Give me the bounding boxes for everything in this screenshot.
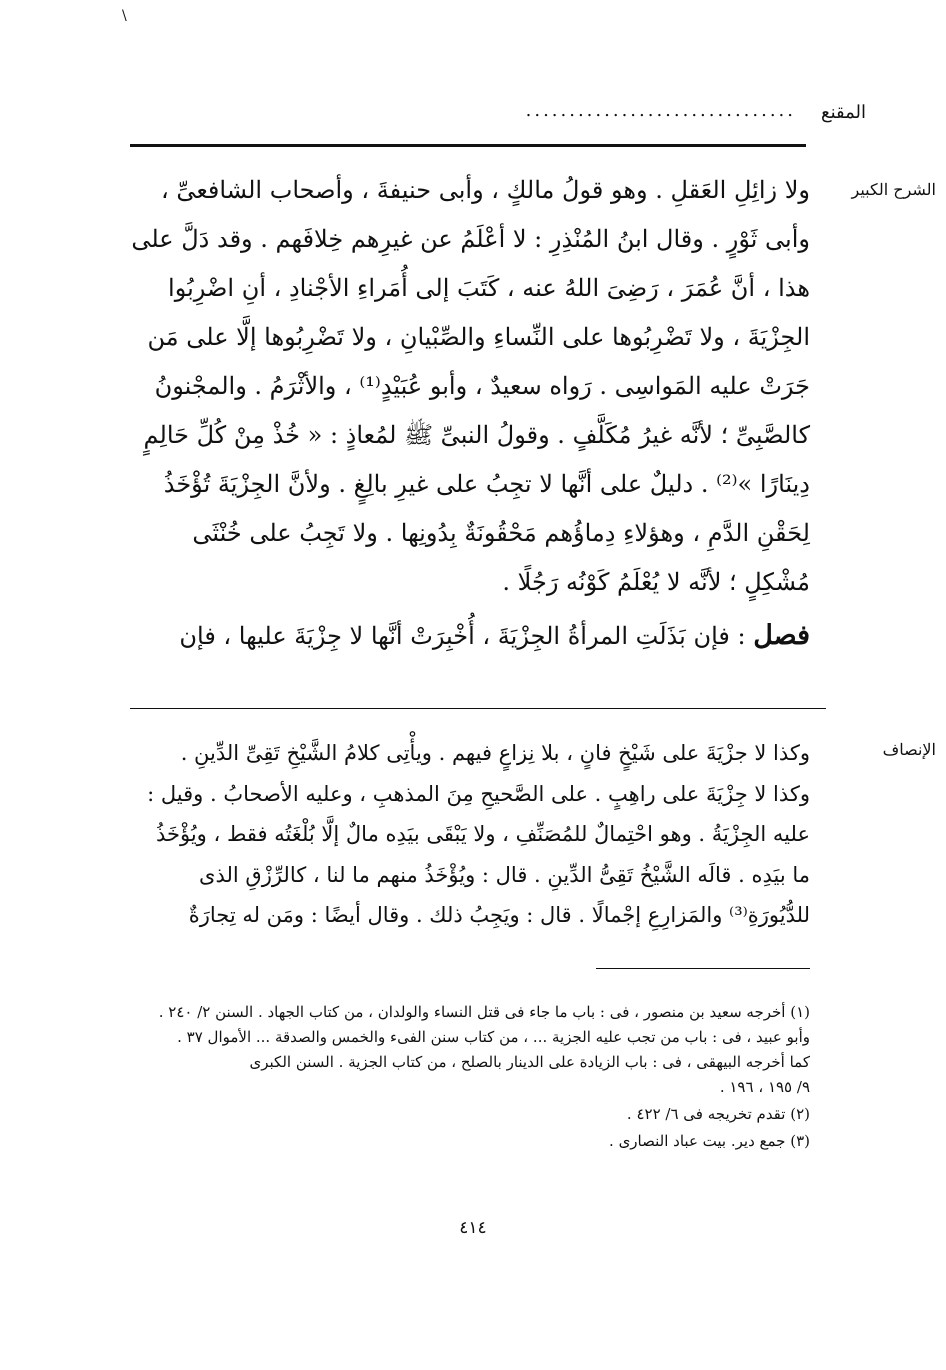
header-title: المقنع <box>820 102 866 123</box>
footnote-line: كما أخرجه البيهقى ، فى : باب الزيادة على الدينار بالصلح ، من كتاب الجزية . السنن الكبرى <box>249 1053 810 1071</box>
footnote-line: (٣) جمع دير. بيت عباد النصارى . <box>609 1132 810 1150</box>
insaf-line: عليه الجِزْيَةُ . وهو احْتِمالٌ للمُصَنِّفِ ، ولا يَبْقَى بيَدِه مالٌ إلَّا بُلْغَتُه فقط ، ويُؤْخَذُ <box>155 822 810 846</box>
sharh-line: مُشْكِلٍ ؛ لأنَّه لا يُعْلَمُ كَوْنُه رَجُلًا . <box>502 568 810 596</box>
fasl-heading: فصل <box>753 620 810 651</box>
sharh-line: هذا ، أنَّ عُمَرَ ، رَضِىَ اللهُ عنه ، كَتَبَ إلى أُمَراءِ الأجْنادِ ، أنِ اضْرِبُوا <box>168 274 810 302</box>
footnote-line: وأبو عبيد ، فى : باب من تجب عليه الجزية ... ، من كتاب سنن الفىء والخمس والصدقة ... الأموال ٣٧ . <box>177 1028 810 1046</box>
section-divider <box>130 708 826 709</box>
corner-mark: \ <box>122 8 127 24</box>
fasl-line <box>130 611 810 661</box>
footnote-line: (١) أخرجه سعيد بن منصور ، فى : باب ما جاء فى قتل النساء والولدان ، من كتاب الجهاد . السنن ٢/ ٢٤٠ . <box>158 1003 810 1021</box>
sharh-line: لِحَقْنِ الدَّمِ ، وهؤلاءِ دِماؤُهم مَحْقُونَةٌ بِدُونِها . ولا تَجِبُ على خُنْثَى <box>192 519 810 547</box>
insaf-margin-label: الإنصاف <box>882 740 936 759</box>
insaf-line: وكذا لا جزْيَةَ على شَيْخٍ فانٍ ، بلا نِزاعٍ فيهم . ويأْتِى كلامُ الشَّيْخِ تَقِىِّ الدِّينِ . <box>180 741 810 765</box>
page-number: ٤١٤ <box>459 1218 487 1238</box>
insaf-line: للدُّيُورَةِ⁽³⁾ والمَزارِعِ إجْمالًا . قال : ويَجِبُ ذلك . وقال أيضًا : ومَن له تِجارَةٌ <box>188 903 810 927</box>
insaf-text <box>130 733 810 936</box>
footnotes <box>128 1000 810 1154</box>
sharh-line: كالصَّبِىِّ ؛ لأنَّه غيرُ مُكَلَّفٍ . وقولُ النبىِّ ﷺ لمُعاذٍ : « خُذْ مِنْ كُلِّ حَالِمٍ <box>143 421 810 449</box>
sharh-line: جَرَتْ عليه المَواسِى . رَواه سعيدٌ ، وأبو عُبَيْدٍ⁽¹⁾ ، والأثْرَمُ . والمجْنونُ <box>154 372 810 400</box>
sharh-margin-label: الشرح الكبير <box>851 180 936 199</box>
insaf-line: وكذا لا جِزْيَةَ على راهِبٍ . على الصَّحيحِ مِنَ المذهبِ ، وعليه الأصحابُ . وقيل : <box>147 781 810 806</box>
footnote-line: (٢) تقدم تخريجه فى ٦/ ٤٢٢ . <box>626 1105 810 1123</box>
sharh-line: وأبى ثَوْرٍ . وقال ابنُ المُنْذِرِ : لا أعْلَمُ عن غيرِهم خِلافَهم . وقد دَلَّ على <box>131 225 810 253</box>
sharh-line: دِينَارًا »⁽²⁾ . دليلٌ على أنَّها لا تجِبُ على غيرِ بالِغٍ . ولأنَّ الجِزْيَةَ تُؤْخَذُ <box>163 470 810 498</box>
fasl-text: : فإن بَذَلَتِ المرأةُ الجِزْيَةَ ، أُخْبِرَتْ أنَّها لا جِزْيَةَ عليها ، فإن <box>179 622 746 650</box>
insaf-line: ما بيَدِه . قالَه الشَّيْخُ تَقِىُّ الدِّينِ . قال : ويُؤْخَذُ منهم ما لنا ، كالرِّزْقِ الذى <box>199 862 810 887</box>
sharh-line: ولا زائِلِ العَقلِ . وهو قولُ مالكٍ ، وأبى حنيفةَ ، وأصحاب الشافعىِّ ، <box>160 176 810 204</box>
running-header <box>130 98 866 134</box>
header-rule <box>130 144 806 147</box>
sharh-text <box>130 166 810 661</box>
footnote-line: ٩/ ١٩٥ ، ١٩٦ . <box>719 1078 810 1096</box>
header-dots: ............................... <box>525 100 796 121</box>
footnote-rule <box>596 968 810 969</box>
sharh-line: الجِزْيَةَ ، ولا تَضْرِبُوها على النِّساءِ والصِّبْيانِ ، ولا تَضْرِبُوها إلَّا على مَن <box>147 323 810 351</box>
